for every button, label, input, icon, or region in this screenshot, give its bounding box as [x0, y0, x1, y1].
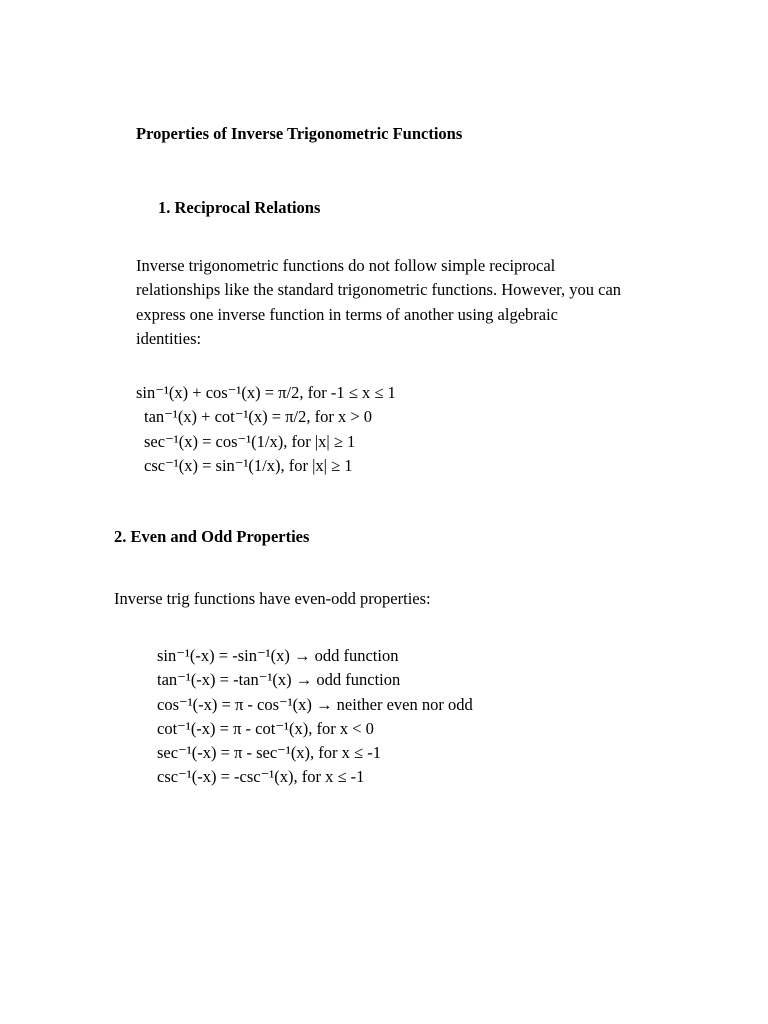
formula-list: [157, 644, 473, 790]
formula-line: cot⁻¹(-x) = π - cot⁻¹(x), for x < 0: [157, 718, 374, 738]
formula-line: csc⁻¹(-x) = -csc⁻¹(x), for x ≤ -1: [157, 767, 365, 787]
formula-line: sec⁻¹(x) = cos⁻¹(1/x), for |x| ≥ 1: [144, 431, 356, 451]
section-heading-even-odd-properties: 2. Even and Odd Properties: [114, 527, 310, 546]
formula-line: sin⁻¹(x) + cos⁻¹(x) = π/2, for -1 ≤ x ≤ 1: [136, 383, 396, 402]
section-heading-reciprocal-relations: 1. Reciprocal Relations: [158, 198, 321, 217]
document-title: Properties of Inverse Trigonometric Functions: [136, 124, 463, 143]
formula-line: sin⁻¹(-x) = -sin⁻¹(x) → odd function: [157, 646, 399, 665]
paragraph-line: express one inverse function in terms of another using algebraic: [136, 304, 558, 324]
paragraph-line: Inverse trigonometric functions do not follow simple reciprocal: [136, 256, 556, 275]
formula-line: cos⁻¹(-x) = π - cos⁻¹(x) → neither even nor odd: [157, 694, 473, 714]
formula-list: [136, 381, 396, 478]
section-paragraph: [136, 254, 676, 351]
paragraph-line: relationships like the standard trigonometric functions. However, you can: [136, 280, 622, 300]
paragraph-line: identities:: [136, 328, 202, 348]
formula-line: csc⁻¹(x) = sin⁻¹(1/x), for |x| ≥ 1: [144, 455, 353, 475]
formula-line: tan⁻¹(-x) = -tan⁻¹(x) → odd function: [157, 670, 401, 690]
formula-line: tan⁻¹(x) + cot⁻¹(x) = π/2, for x > 0: [144, 407, 373, 427]
section-intro-text: Inverse trig functions have even-odd properties:: [114, 589, 431, 608]
formula-line: sec⁻¹(-x) = π - sec⁻¹(x), for x ≤ -1: [157, 743, 381, 763]
